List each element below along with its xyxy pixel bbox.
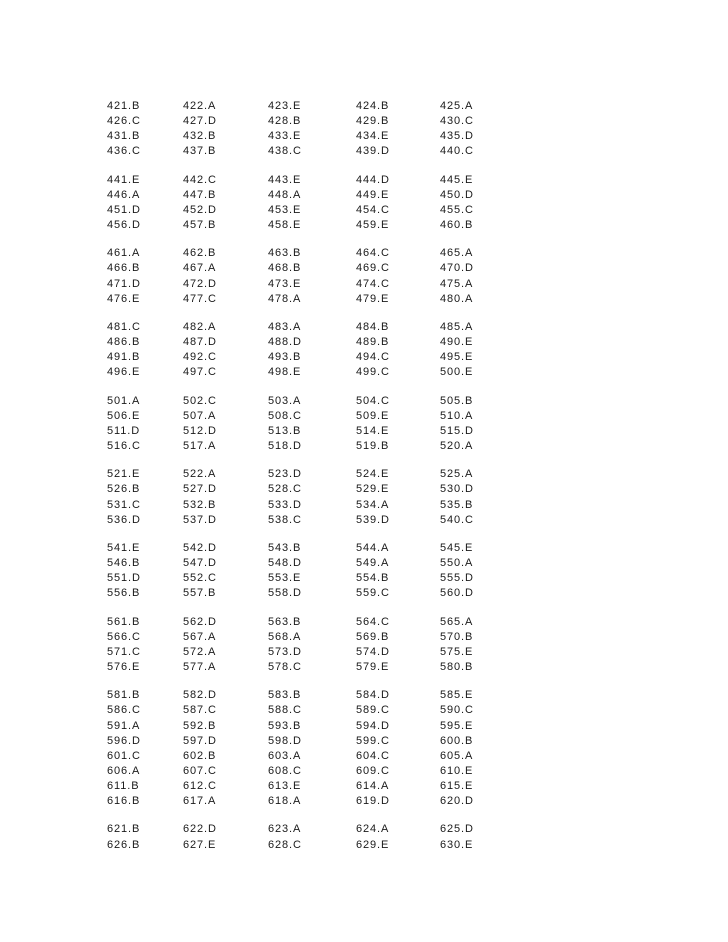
answer-cell: 473.E xyxy=(268,277,302,290)
answer-group xyxy=(107,99,527,159)
answer-cell: 581.B xyxy=(107,689,141,702)
answer-cell: 471.D xyxy=(107,277,141,290)
answer-cell: 553.E xyxy=(268,572,302,585)
answer-cell: 499.C xyxy=(356,366,390,379)
answer-cell: 591.A xyxy=(107,719,141,732)
answer-cell: 613.E xyxy=(268,779,302,792)
answer-row xyxy=(107,645,527,660)
answer-cell: 536.D xyxy=(107,513,141,526)
answer-cell: 456.D xyxy=(107,218,141,231)
answer-cell: 498.E xyxy=(268,366,302,379)
answer-row xyxy=(107,99,527,114)
answer-group xyxy=(107,394,527,454)
answer-cell: 599.C xyxy=(356,734,390,747)
answer-cell: 596.D xyxy=(107,734,141,747)
answer-cell: 585.E xyxy=(440,689,474,702)
answer-cell: 563.B xyxy=(268,615,302,628)
answer-cell: 518.D xyxy=(268,439,302,452)
answer-cell: 512.D xyxy=(183,424,217,437)
answer-cell: 432.B xyxy=(183,130,217,143)
answer-cell: 543.B xyxy=(268,542,302,555)
answer-cell: 595.E xyxy=(440,719,474,732)
answer-cell: 574.D xyxy=(356,645,390,658)
answer-row xyxy=(107,482,527,497)
answer-group xyxy=(107,822,527,852)
answer-cell: 469.C xyxy=(356,262,390,275)
answer-cell: 600.B xyxy=(440,734,474,747)
answer-cell: 442.C xyxy=(183,173,217,186)
answer-cell: 427.D xyxy=(183,115,217,128)
answer-cell: 559.C xyxy=(356,587,390,600)
answer-cell: 624.A xyxy=(356,823,390,836)
answer-cell: 441.E xyxy=(107,173,141,186)
answer-cell: 479.E xyxy=(356,292,390,305)
answer-row xyxy=(107,188,527,203)
answer-cell: 452.D xyxy=(183,203,217,216)
answer-cell: 609.C xyxy=(356,764,390,777)
answer-cell: 544.A xyxy=(356,542,390,555)
answer-cell: 509.E xyxy=(356,409,390,422)
answer-cell: 435.D xyxy=(440,130,474,143)
answer-group xyxy=(107,246,527,306)
answer-cell: 598.D xyxy=(268,734,302,747)
answer-cell: 590.C xyxy=(440,704,474,717)
answer-cell: 458.E xyxy=(268,218,302,231)
answer-cell: 522.A xyxy=(183,468,217,481)
answer-cell: 425.A xyxy=(440,100,474,112)
answer-cell: 508.C xyxy=(268,409,302,422)
answer-cell: 523.D xyxy=(268,468,302,481)
answer-cell: 470.D xyxy=(440,262,474,275)
answer-cell: 579.E xyxy=(356,660,390,673)
answer-cell: 506.E xyxy=(107,409,141,422)
answer-cell: 517.A xyxy=(183,439,217,452)
answer-cell: 487.D xyxy=(183,336,217,349)
answer-row xyxy=(107,144,527,159)
answer-cell: 557.B xyxy=(183,587,217,600)
answer-cell: 450.D xyxy=(440,188,474,201)
answer-cell: 467.A xyxy=(183,262,217,275)
answer-row xyxy=(107,218,527,233)
answer-cell: 611.B xyxy=(107,779,140,792)
answer-cell: 593.B xyxy=(268,719,302,732)
answer-cell: 493.B xyxy=(268,351,302,364)
answer-cell: 464.C xyxy=(356,247,390,260)
answer-cell: 588.C xyxy=(268,704,302,717)
answer-cell: 554.B xyxy=(356,572,390,585)
answer-cell: 629.E xyxy=(356,838,390,851)
answer-cell: 433.E xyxy=(268,130,302,143)
answer-cell: 495.E xyxy=(440,351,474,364)
answer-cell: 614.A xyxy=(356,779,390,792)
answer-row xyxy=(107,439,527,454)
answer-cell: 541.E xyxy=(107,542,141,555)
answer-cell: 558.D xyxy=(268,587,302,600)
answer-cell: 602.B xyxy=(183,749,217,762)
answer-cell: 578.C xyxy=(268,660,302,673)
answer-row xyxy=(107,467,527,482)
answer-cell: 440.C xyxy=(440,145,474,158)
answer-cell: 494.C xyxy=(356,351,390,364)
answer-row xyxy=(107,335,527,350)
answer-cell: 628.C xyxy=(268,838,302,851)
answer-group xyxy=(107,615,527,675)
answer-cell: 605.A xyxy=(440,749,474,762)
answer-cell: 520.A xyxy=(440,439,474,452)
answer-cell: 577.A xyxy=(183,660,217,673)
answer-row xyxy=(107,129,527,144)
answer-row xyxy=(107,320,527,335)
answer-row xyxy=(107,114,527,129)
answer-cell: 466.B xyxy=(107,262,141,275)
answer-row xyxy=(107,586,527,601)
answer-row xyxy=(107,719,527,734)
answer-cell: 622.D xyxy=(183,823,217,836)
answer-cell: 561.B xyxy=(107,615,141,628)
answer-cell: 589.C xyxy=(356,704,390,717)
answer-row xyxy=(107,764,527,779)
answer-cell: 423.E xyxy=(268,100,302,112)
answer-cell: 539.D xyxy=(356,513,390,526)
answer-cell: 439.D xyxy=(356,145,390,158)
answer-cell: 619.D xyxy=(356,795,390,808)
answer-cell: 476.E xyxy=(107,292,141,305)
answer-cell: 570.B xyxy=(440,630,474,643)
answer-cell: 472.D xyxy=(183,277,217,290)
answer-row xyxy=(107,350,527,365)
answer-cell: 576.E xyxy=(107,660,141,673)
answer-cell: 525.A xyxy=(440,468,474,481)
answer-cell: 603.A xyxy=(268,749,302,762)
answer-cell: 625.D xyxy=(440,823,474,836)
answer-cell: 446.A xyxy=(107,188,141,201)
answer-cell: 566.C xyxy=(107,630,141,643)
answer-cell: 501.A xyxy=(107,394,141,407)
answer-cell: 468.B xyxy=(268,262,302,275)
answer-cell: 546.B xyxy=(107,557,141,570)
answer-cell: 503.A xyxy=(268,394,302,407)
answer-cell: 528.C xyxy=(268,483,302,496)
answer-cell: 475.A xyxy=(440,277,474,290)
answer-row xyxy=(107,734,527,749)
answer-cell: 549.A xyxy=(356,557,390,570)
answer-row xyxy=(107,498,527,513)
answer-cell: 562.D xyxy=(183,615,217,628)
answer-cell: 620.D xyxy=(440,795,474,808)
answer-row xyxy=(107,794,527,809)
answer-cell: 486.B xyxy=(107,336,141,349)
answer-cell: 571.C xyxy=(107,645,141,658)
answer-cell: 552.C xyxy=(183,572,217,585)
answer-cell: 621.B xyxy=(107,823,141,836)
answer-cell: 616.B xyxy=(107,795,141,808)
answer-row xyxy=(107,571,527,586)
answer-cell: 449.E xyxy=(356,188,390,201)
answer-cell: 465.A xyxy=(440,247,474,260)
answer-row xyxy=(107,838,527,853)
answer-cell: 572.A xyxy=(183,645,217,658)
answer-cell: 527.D xyxy=(183,483,217,496)
answer-cell: 534.A xyxy=(356,498,390,511)
answer-cell: 538.C xyxy=(268,513,302,526)
answer-cell: 531.C xyxy=(107,498,141,511)
answer-row xyxy=(107,822,527,837)
answer-cell: 540.C xyxy=(440,513,474,526)
answer-row xyxy=(107,513,527,528)
answer-cell: 587.C xyxy=(183,704,217,717)
answer-cell: 513.B xyxy=(268,424,302,437)
answer-row xyxy=(107,779,527,794)
answer-cell: 497.C xyxy=(183,366,217,379)
answer-cell: 567.A xyxy=(183,630,217,643)
answer-cell: 560.D xyxy=(440,587,474,600)
answer-cell: 524.E xyxy=(356,468,390,481)
answer-row xyxy=(107,424,527,439)
answer-row xyxy=(107,365,527,380)
answer-cell: 496.E xyxy=(107,366,141,379)
answer-cell: 608.C xyxy=(268,764,302,777)
answer-cell: 604.C xyxy=(356,749,390,762)
answer-cell: 514.E xyxy=(356,424,390,437)
answer-cell: 430.C xyxy=(440,115,474,128)
answer-cell: 551.D xyxy=(107,572,141,585)
answer-cell: 617.A xyxy=(183,795,217,808)
answer-cell: 626.B xyxy=(107,838,141,851)
answer-row xyxy=(107,541,527,556)
answer-cell: 507.A xyxy=(183,409,217,422)
answer-cell: 575.E xyxy=(440,645,474,658)
answer-cell: 630.E xyxy=(440,838,474,851)
answer-cell: 569.B xyxy=(356,630,390,643)
answer-cell: 461.A xyxy=(107,247,141,260)
answer-cell: 594.D xyxy=(356,719,390,732)
answer-cell: 424.B xyxy=(356,100,390,112)
answer-row xyxy=(107,749,527,764)
answer-row xyxy=(107,292,527,307)
answer-cell: 612.C xyxy=(183,779,217,792)
answer-cell: 429.B xyxy=(356,115,390,128)
answer-cell: 529.E xyxy=(356,483,390,496)
answer-cell: 533.D xyxy=(268,498,302,511)
answer-cell: 443.E xyxy=(268,173,302,186)
answer-cell: 438.C xyxy=(268,145,302,158)
answer-cell: 448.A xyxy=(268,188,302,201)
answer-cell: 555.D xyxy=(440,572,474,585)
answer-cell: 532.B xyxy=(183,498,217,511)
answer-cell: 451.D xyxy=(107,203,141,216)
answer-cell: 511.D xyxy=(107,424,141,437)
answer-group xyxy=(107,173,527,233)
answer-row xyxy=(107,246,527,261)
answer-row xyxy=(107,615,527,630)
answer-cell: 592.B xyxy=(183,719,217,732)
answer-cell: 545.E xyxy=(440,542,474,555)
answer-row xyxy=(107,277,527,292)
answer-cell: 607.C xyxy=(183,764,217,777)
answer-row xyxy=(107,688,527,703)
answer-cell: 502.C xyxy=(183,394,217,407)
answer-cell: 421.B xyxy=(107,100,141,112)
answer-cell: 488.D xyxy=(268,336,302,349)
answer-cell: 537.D xyxy=(183,513,217,526)
answer-cell: 463.B xyxy=(268,247,302,260)
answer-cell: 454.C xyxy=(356,203,390,216)
answer-cell: 601.C xyxy=(107,749,141,762)
answer-cell: 535.B xyxy=(440,498,474,511)
answer-cell: 444.D xyxy=(356,173,390,186)
answer-cell: 490.E xyxy=(440,336,474,349)
answer-cell: 460.B xyxy=(440,218,474,231)
answer-cell: 573.D xyxy=(268,645,302,658)
answer-cell: 530.D xyxy=(440,483,474,496)
answer-group xyxy=(107,320,527,380)
answer-key-sheet xyxy=(107,99,527,866)
answer-cell: 437.B xyxy=(183,145,217,158)
answer-cell: 462.B xyxy=(183,247,217,260)
answer-group xyxy=(107,467,527,527)
answer-row xyxy=(107,556,527,571)
answer-cell: 455.C xyxy=(440,203,474,216)
answer-row xyxy=(107,660,527,675)
answer-cell: 548.D xyxy=(268,557,302,570)
answer-row xyxy=(107,703,527,718)
answer-cell: 445.E xyxy=(440,173,474,186)
answer-cell: 457.B xyxy=(183,218,217,231)
answer-cell: 542.D xyxy=(183,542,217,555)
answer-cell: 582.D xyxy=(183,689,217,702)
answer-cell: 606.A xyxy=(107,764,141,777)
answer-cell: 610.E xyxy=(440,764,474,777)
answer-cell: 484.B xyxy=(356,321,390,334)
answer-cell: 519.B xyxy=(356,439,390,452)
answer-cell: 568.A xyxy=(268,630,302,643)
answer-group xyxy=(107,541,527,601)
answer-row xyxy=(107,409,527,424)
answer-cell: 504.C xyxy=(356,394,390,407)
answer-row xyxy=(107,394,527,409)
answer-cell: 491.B xyxy=(107,351,141,364)
answer-cell: 526.B xyxy=(107,483,141,496)
answer-cell: 615.E xyxy=(440,779,474,792)
answer-cell: 586.C xyxy=(107,704,141,717)
answer-cell: 453.E xyxy=(268,203,302,216)
answer-cell: 426.C xyxy=(107,115,141,128)
answer-cell: 474.C xyxy=(356,277,390,290)
answer-cell: 521.E xyxy=(107,468,141,481)
answer-cell: 547.D xyxy=(183,557,217,570)
answer-cell: 515.D xyxy=(440,424,474,437)
answer-cell: 447.B xyxy=(183,188,217,201)
answer-cell: 428.B xyxy=(268,115,302,128)
answer-cell: 510.A xyxy=(440,409,474,422)
answer-row xyxy=(107,203,527,218)
answer-cell: 482.A xyxy=(183,321,217,334)
answer-cell: 489.B xyxy=(356,336,390,349)
answer-row xyxy=(107,630,527,645)
answer-cell: 565.A xyxy=(440,615,474,628)
answer-cell: 481.C xyxy=(107,321,141,334)
answer-cell: 564.C xyxy=(356,615,390,628)
answer-cell: 483.A xyxy=(268,321,302,334)
answer-cell: 431.B xyxy=(107,130,141,143)
answer-cell: 556.B xyxy=(107,587,141,600)
answer-cell: 434.E xyxy=(356,130,390,143)
answer-row xyxy=(107,261,527,276)
answer-cell: 500.E xyxy=(440,366,474,379)
answer-cell: 485.A xyxy=(440,321,474,334)
answer-cell: 597.D xyxy=(183,734,217,747)
answer-row xyxy=(107,173,527,188)
answer-cell: 627.E xyxy=(183,838,217,851)
answer-cell: 459.E xyxy=(356,218,390,231)
answer-cell: 480.A xyxy=(440,292,474,305)
answer-cell: 436.C xyxy=(107,145,141,158)
answer-group xyxy=(107,688,527,809)
answer-cell: 583.B xyxy=(268,689,302,702)
answer-cell: 492.C xyxy=(183,351,217,364)
answer-cell: 623.A xyxy=(268,823,302,836)
answer-cell: 550.A xyxy=(440,557,474,570)
answer-cell: 422.A xyxy=(183,100,217,112)
answer-cell: 584.D xyxy=(356,689,390,702)
answer-cell: 618.A xyxy=(268,795,302,808)
answer-cell: 505.B xyxy=(440,394,474,407)
answer-cell: 580.B xyxy=(440,660,474,673)
answer-cell: 478.A xyxy=(268,292,302,305)
answer-cell: 477.C xyxy=(183,292,217,305)
answer-cell: 516.C xyxy=(107,439,141,452)
